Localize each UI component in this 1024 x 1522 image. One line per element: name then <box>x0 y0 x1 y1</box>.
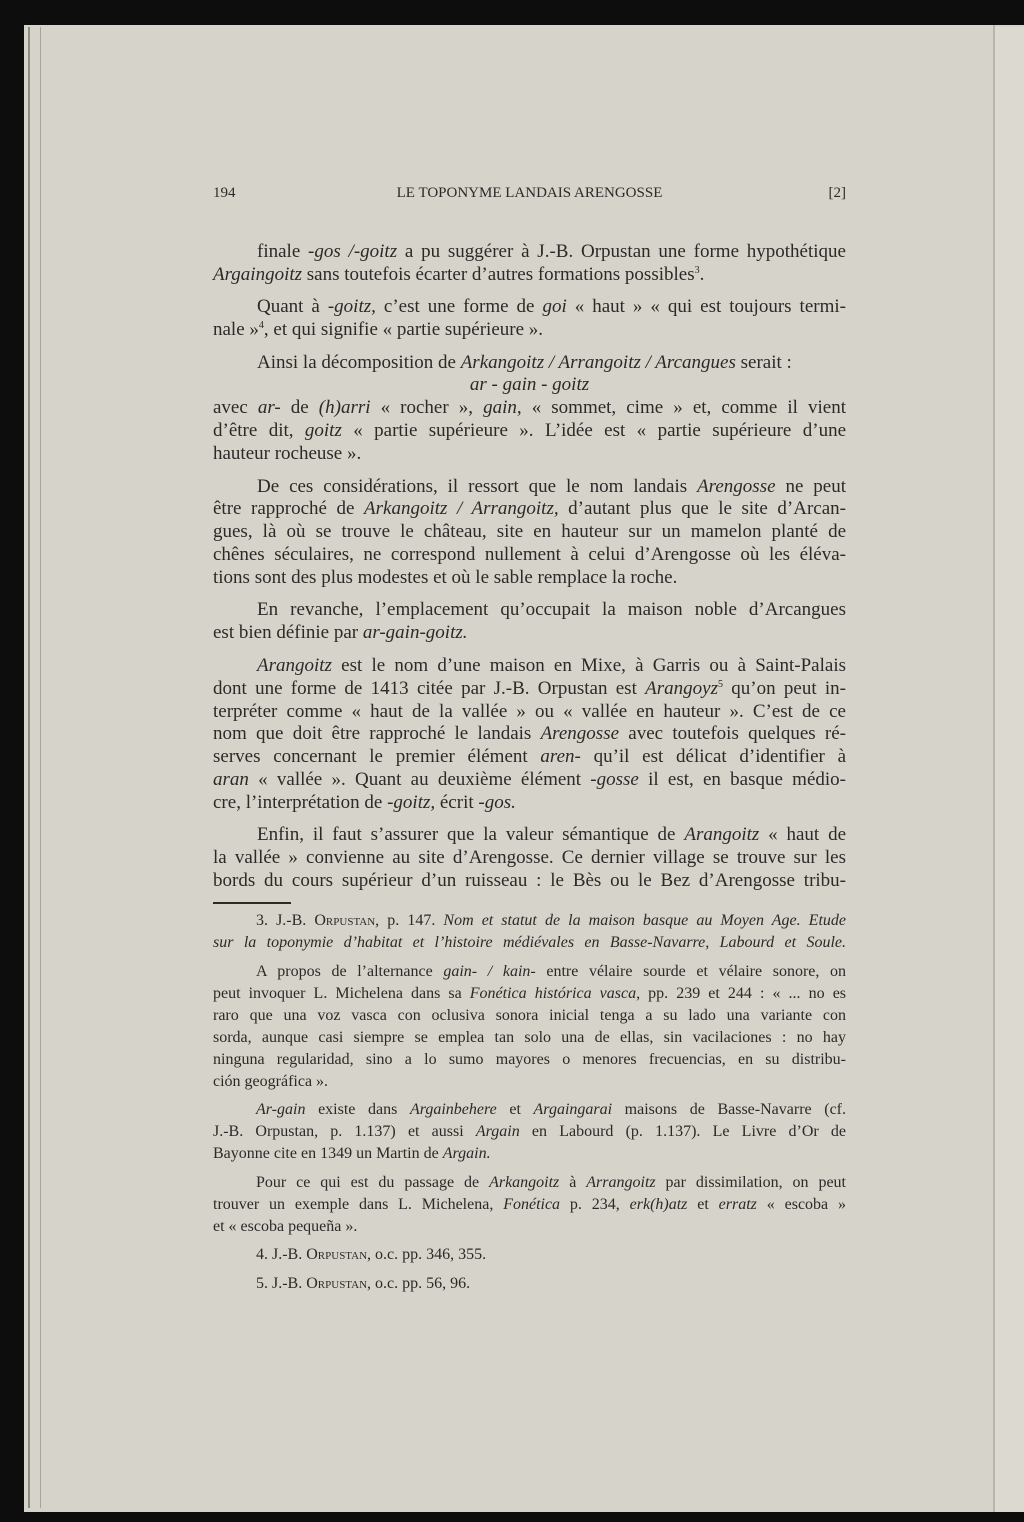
text-segment: serves concernant le premier élément <box>213 746 541 768</box>
text-line <box>213 420 846 443</box>
text-segment: 5. J.-B. <box>256 1274 307 1292</box>
text-line <box>213 521 846 544</box>
text-segment: Orpustan <box>314 912 376 929</box>
text-line <box>213 746 846 769</box>
text-line <box>213 443 846 466</box>
text-segment: , o.c. pp. 56, 96. <box>367 1274 471 1292</box>
text-segment: « escoba » <box>756 1195 847 1213</box>
text-segment: Quant à <box>257 296 328 318</box>
text-segment: De ces considérations, il ressort que le nom landais <box>257 475 698 497</box>
text-segment: 4. J.-B. <box>256 1246 307 1263</box>
text-line <box>213 599 846 622</box>
italic-term: Ar-gain <box>256 1101 306 1118</box>
paragraph <box>213 599 846 645</box>
text-segment: , o.c. pp. 346, 355. <box>367 1246 487 1263</box>
text-segment: a pu suggérer à J.-B. Orpustan une forme hypothétique <box>397 241 846 262</box>
italic-term: -gosse <box>590 769 639 791</box>
text-segment: « vallée ». Quant au deuxième élément <box>248 769 591 791</box>
text-line <box>213 498 846 521</box>
italic-term: (h)arri <box>318 397 371 419</box>
text-segment: chênes séculaires, ne correspond nullement à celui d’Arengosse où les éléva- <box>213 544 846 566</box>
italic-term: ar-gain-goitz. <box>362 622 468 644</box>
text-segment: « haut » « qui est toujours termi- <box>566 296 846 318</box>
italic-term: Arangoitz <box>257 654 332 676</box>
facing-page-edge <box>995 27 1024 1512</box>
text-line <box>213 476 846 499</box>
page-edge <box>28 27 30 1508</box>
italic-term: Fonética <box>503 1195 561 1213</box>
italic-term: Fonética histórica vasca, <box>469 984 641 1002</box>
italic-term: Arrangoitz <box>586 1173 656 1191</box>
text-line <box>213 1121 846 1143</box>
italic-term: Argaingoitz <box>213 263 303 285</box>
italic-term: -goitz, <box>387 792 436 814</box>
text-line <box>213 544 846 567</box>
text-segment: être rapproché de <box>213 498 365 520</box>
text-segment: . <box>699 263 705 285</box>
text-segment: « partie supérieure ». L’idée est « partie supérieure d’une <box>341 420 846 442</box>
text-line <box>213 264 846 287</box>
text-line <box>213 678 846 701</box>
text-segment: et « escoba pequeña ». <box>213 1217 358 1235</box>
text-segment: 3. J.-B. <box>256 912 315 929</box>
text-segment: p. 234, <box>560 1195 630 1213</box>
footnote <box>213 961 846 1093</box>
text-segment: raro que una voz vasca con oclusiva sonora inicial tenga a su lado una variante con <box>213 1006 846 1024</box>
italic-term: aran <box>213 769 249 791</box>
italic-term: Arengosse <box>540 723 620 745</box>
text-segment: serait : <box>735 351 792 373</box>
text-line <box>213 622 846 645</box>
text-segment: sorda, aunque casi siempre se emplea tan solo una de ellas, sin vacilaciones : no hay <box>213 1028 846 1046</box>
italic-term: Argain <box>475 1123 520 1140</box>
text-segment: sans toutefois écarter d’autres formations possibles <box>302 263 695 285</box>
italic-term: Arkangoitz / Arrangoitz, <box>364 498 559 520</box>
italic-term: gain, <box>483 397 522 419</box>
text-segment: ne peut <box>775 475 846 497</box>
text-segment: pp. 239 et 244 : « ... no es <box>640 984 847 1002</box>
text-segment: Bayonne cite en 1349 un Martin de <box>213 1145 443 1162</box>
text-segment: écrit <box>435 792 479 814</box>
text-line <box>213 983 846 1005</box>
text-segment: ción geográfica ». <box>213 1072 329 1090</box>
italic-term: Arkangoitz / Arrangoitz / Arcangues <box>460 351 736 373</box>
text-segment: est bien définie par <box>213 622 363 644</box>
text-segment: Enfin, il faut s’assurer que la valeur sémantique de <box>257 824 685 846</box>
text-segment: d’autant plus que le site d’Arcan- <box>558 498 846 520</box>
text-segment: bords du cours supérieur d’un ruisseau : le Bès ou le Bez d’Arengosse tribu- <box>213 870 846 892</box>
text-line <box>213 1143 846 1165</box>
italic-term: sur la toponymie d’habitat et l’histoire médiévales en Basse-Navarre, Labourd et Soule. <box>213 934 846 951</box>
italic-term: Argainbehere <box>409 1101 497 1118</box>
text-segment: de <box>280 397 319 419</box>
text-segment: gues, là où se trouve le château, site en hauteur sur un mamelon planté de <box>213 521 846 543</box>
text-segment: d’être dit, <box>213 420 305 442</box>
italic-term: Arkangoitz <box>489 1173 560 1191</box>
text-segment: dont une forme de 1413 citée par J.-B. Orpustan est <box>213 677 646 699</box>
paragraph <box>213 352 846 466</box>
text-segment: « haut de <box>759 824 846 846</box>
text-segment: en Labourd (p. 1.137). Le Livre d’Or de <box>519 1123 847 1140</box>
text-segment: hauteur rocheuse ». <box>213 443 362 465</box>
text-segment: trouver un exemple dans L. Michelena, <box>213 1195 504 1213</box>
text-segment: A propos de l’alternance <box>256 962 444 980</box>
italic-term: Argain. <box>442 1145 491 1162</box>
footnote-reference: 4 <box>258 320 264 332</box>
text-line <box>213 1099 846 1121</box>
text-segment: et <box>687 1195 719 1213</box>
italic-term: Argaingarai <box>533 1101 613 1118</box>
text-segment: finale <box>257 241 309 262</box>
text-segment: tions sont des plus modestes et où le sable remplace la roche. <box>213 567 678 589</box>
text-line <box>213 870 846 893</box>
text-segment: avec <box>213 397 258 419</box>
text-segment: terpréter comme « haut de la vallée » ou « vallée en hauteur ». C’est de ce <box>213 700 846 722</box>
paragraph <box>213 476 846 590</box>
text-segment: entre vélaire sourde et vélaire sonore, on <box>535 962 847 980</box>
text-line <box>213 1071 846 1093</box>
text-segment: Orpustan <box>306 1274 368 1292</box>
italic-term: -gos /-goitz <box>308 241 398 262</box>
italic-term: Arangoyz <box>645 677 718 699</box>
text-line <box>213 824 846 847</box>
footnote <box>213 1172 846 1238</box>
text-line <box>213 1049 846 1071</box>
text-line <box>213 352 846 375</box>
footnote <box>213 910 846 954</box>
text-segment: nale » <box>213 319 259 341</box>
text-line <box>213 769 846 792</box>
italic-term: gain- / kain- <box>443 962 536 980</box>
text-line <box>213 723 846 746</box>
text-line <box>213 1005 846 1027</box>
footnote-reference: 5 <box>717 678 723 690</box>
text-segment: avec toutefois quelques ré- <box>619 723 846 745</box>
italic-term: -gos. <box>478 792 516 814</box>
footnote <box>213 1244 846 1266</box>
italic-term: erk(h)atz <box>629 1195 688 1213</box>
text-segment: ninguna regularidad, sino a lo sumo mayores o menores frecuencias, en su distribu- <box>213 1050 846 1068</box>
text-segment: cre, l’interprétation de <box>213 792 388 814</box>
italic-term: Arengosse <box>697 475 776 497</box>
italic-term: aren- <box>540 746 581 768</box>
text-line <box>213 701 846 724</box>
paragraph <box>213 296 846 342</box>
text-segment: nom que doit être rapproché le landais <box>213 723 541 745</box>
italic-term: erratz <box>718 1195 757 1213</box>
text-line <box>213 961 846 983</box>
text-line <box>213 319 846 342</box>
text-segment: il est, en basque médio- <box>638 769 846 791</box>
italic-term: goitz <box>304 420 342 442</box>
italic-term: Nom et statut de la maison basque au Moyen Age. Etude <box>443 912 846 929</box>
italic-term: -goitz, <box>327 296 376 318</box>
text-line <box>213 1172 846 1194</box>
text-line <box>213 655 846 678</box>
text-segment: Ainsi la décomposition de <box>257 351 461 373</box>
text-segment: la vallée » convienne au site d’Arengosse. Ce dernier village se trouve sur les <box>213 847 846 869</box>
text-segment: , p. 147. <box>375 912 444 929</box>
text-line <box>213 792 846 815</box>
section-number: [2] <box>828 185 846 201</box>
paragraph <box>213 241 846 287</box>
text-segment: qu’il est délicat d’identifier à <box>580 746 846 768</box>
text-line <box>213 1216 846 1238</box>
text-line <box>213 1244 846 1266</box>
page-number: 194 <box>213 185 236 201</box>
footnotes <box>213 910 846 1301</box>
body-text <box>213 241 846 903</box>
paragraph <box>213 824 846 893</box>
footnote-separator <box>213 902 291 904</box>
text-segment: maisons de Basse-Navarre (cf. <box>612 1101 846 1118</box>
text-line <box>213 847 846 870</box>
formula-line: ar - gain - goitz <box>469 374 590 396</box>
text-line <box>213 1194 846 1216</box>
italic-term: goi <box>542 296 567 318</box>
italic-term: ar- <box>257 397 281 419</box>
text-line <box>213 296 846 319</box>
text-line <box>213 567 846 590</box>
text-line <box>213 241 846 264</box>
text-segment: peut invoquer L. Michelena dans sa <box>213 984 470 1002</box>
text-segment: à <box>559 1173 587 1191</box>
italic-term: Arangoitz <box>684 824 760 846</box>
text-segment: J.-B. Orpustan, p. 1.137) et aussi <box>213 1123 476 1140</box>
text-segment: c’est une forme de <box>375 296 543 318</box>
text-line <box>213 1273 846 1295</box>
running-header <box>213 185 846 207</box>
text-segment: « rocher », <box>370 397 484 419</box>
text-segment: qu’on peut in- <box>722 677 846 699</box>
footnote <box>213 1099 846 1165</box>
footnote-reference: 3 <box>694 264 700 276</box>
text-line <box>213 1027 846 1049</box>
paragraph <box>213 655 846 815</box>
text-line <box>213 932 846 954</box>
text-segment: et <box>496 1101 534 1118</box>
running-title: LE TOPONYME LANDAIS ARENGOSSE <box>396 185 663 201</box>
text-segment: En revanche, l’emplacement qu’occupait la maison noble d’Arcangues <box>257 599 846 621</box>
text-segment: par dissimilation, on peut <box>655 1173 846 1191</box>
text-segment: « sommet, cime » et, comme il vient <box>521 397 846 419</box>
text-line <box>213 397 846 420</box>
page-edge <box>40 27 41 1508</box>
text-segment: Orpustan <box>306 1246 368 1263</box>
footnote <box>213 1273 846 1295</box>
text-segment: Pour ce qui est du passage de <box>256 1173 490 1191</box>
text-segment: est le nom d’une maison en Mixe, à Garris ou à Saint-Palais <box>331 654 846 676</box>
text-segment: , et qui signifie « partie supérieure ». <box>263 319 544 341</box>
text-segment: existe dans <box>305 1101 410 1118</box>
text-line <box>213 910 846 932</box>
